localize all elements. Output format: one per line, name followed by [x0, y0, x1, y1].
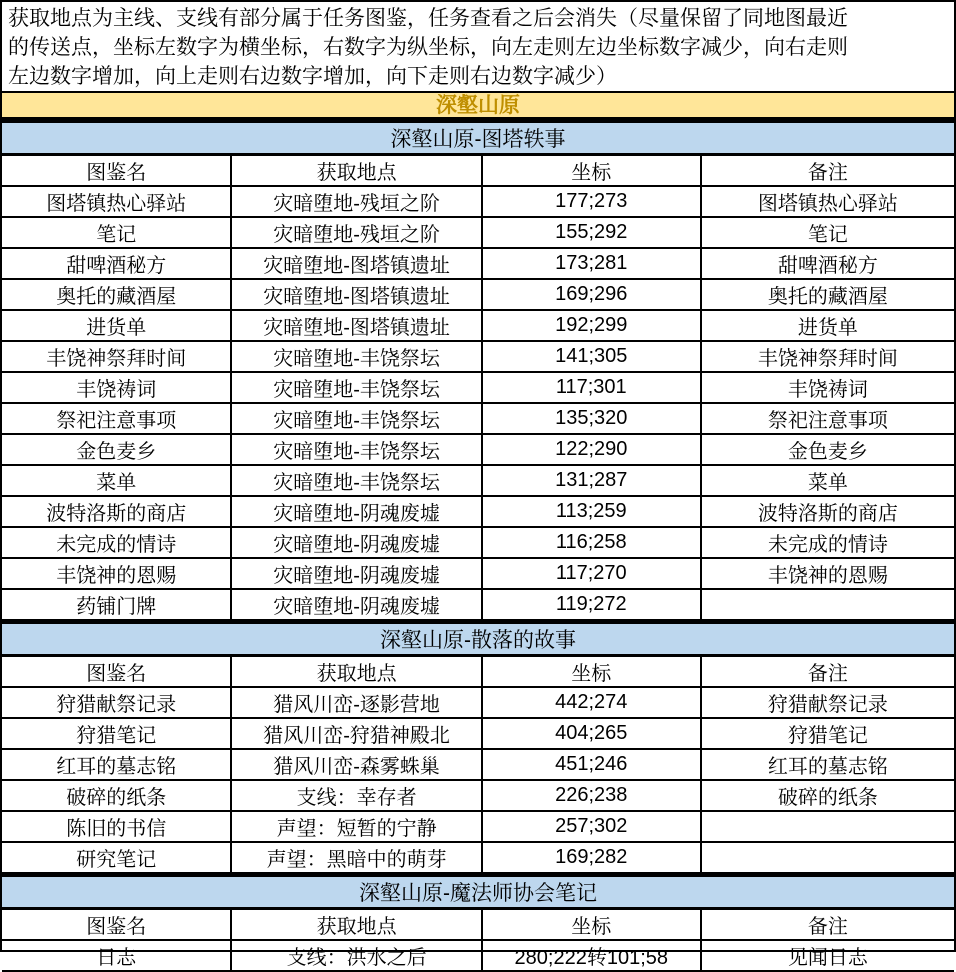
table-cell: 甜啤酒秘方: [701, 248, 954, 279]
table-row: [2, 217, 954, 248]
table-cell: 甜啤酒秘方: [2, 248, 231, 279]
table-row: [2, 186, 954, 217]
table-cell: 波特洛斯的商店: [2, 496, 231, 527]
table-cell: 祭祀注意事项: [2, 403, 231, 434]
table-row: [2, 589, 954, 620]
table-cell: 灾暗堕地-丰饶祭坛: [231, 403, 481, 434]
table-cell: 117;270: [482, 558, 701, 589]
table-cell: 声望：短暂的宁静: [231, 811, 481, 842]
table-cell: 451;246: [482, 749, 701, 780]
table-cell: 丰饶祷词: [701, 372, 954, 403]
column-header: 坐标: [482, 656, 701, 688]
table-cell: 226;238: [482, 780, 701, 811]
table-row: [2, 310, 954, 341]
table-cell: 破碎的纸条: [2, 780, 231, 811]
section-table-1: [2, 123, 954, 621]
table-row: [2, 341, 954, 372]
table-cell: 狩猎献祭记录: [701, 687, 954, 718]
table-cell: 141;305: [482, 341, 701, 372]
table-cell: 图塔镇热心驿站: [701, 186, 954, 217]
table-cell: 灾暗堕地-丰饶祭坛: [231, 341, 481, 372]
table-cell: 菜单: [701, 465, 954, 496]
atlas-tables: [2, 123, 954, 972]
table-cell: 灾暗堕地-阴魂废墟: [231, 589, 481, 620]
table-cell: 116;258: [482, 527, 701, 558]
column-header: 坐标: [482, 909, 701, 941]
table-cell: 红耳的墓志铭: [701, 749, 954, 780]
table-cell: 135;320: [482, 403, 701, 434]
column-header: 坐标: [482, 155, 701, 187]
table-cell: 猎风川峦-逐影营地: [231, 687, 481, 718]
table-cell: 灾暗堕地-阴魂废墟: [231, 558, 481, 589]
table-cell: 169;282: [482, 842, 701, 873]
table-cell: 药铺门牌: [2, 589, 231, 620]
column-header: 备注: [701, 909, 954, 941]
table-cell: 金色麦乡: [701, 434, 954, 465]
table-cell: 狩猎笔记: [2, 718, 231, 749]
column-header-row: [2, 155, 954, 187]
table-cell: [701, 589, 954, 620]
table-row: [2, 496, 954, 527]
table-cell: 狩猎笔记: [701, 718, 954, 749]
column-header: 备注: [701, 656, 954, 688]
table-cell: 进货单: [701, 310, 954, 341]
table-cell: [701, 842, 954, 873]
table-row: [2, 403, 954, 434]
table-cell: 菜单: [2, 465, 231, 496]
column-header: 获取地点: [231, 155, 481, 187]
table-cell: 见闻日志: [701, 940, 954, 971]
table-cell: 131;287: [482, 465, 701, 496]
table-cell: 陈旧的书信: [2, 811, 231, 842]
column-header-row: [2, 656, 954, 688]
intro-line-1: 获取地点为主线、支线有部分属于任务图鉴，任务查看之后会消失（尽量保留了同地图最近: [8, 7, 848, 30]
intro-line-2: 的传送点，坐标左数字为横坐标，右数字为纵坐标，向左走则左边坐标数字减少，向右走则: [8, 36, 848, 59]
table-row: [2, 687, 954, 718]
table-cell: 280;222转101;58: [482, 940, 701, 971]
table-row: [2, 718, 954, 749]
section-title: 深壑山原-图塔轶事: [2, 123, 954, 155]
column-header: 获取地点: [231, 909, 481, 941]
table-cell: 波特洛斯的商店: [701, 496, 954, 527]
table-cell: 破碎的纸条: [701, 780, 954, 811]
table-cell: 猎风川峦-狩猎神殿北: [231, 718, 481, 749]
table-cell: 奥托的藏酒屋: [2, 279, 231, 310]
table-cell: 奥托的藏酒屋: [701, 279, 954, 310]
table-cell: 灾暗堕地-丰饶祭坛: [231, 372, 481, 403]
table-cell: 117;301: [482, 372, 701, 403]
column-header: 图鉴名: [2, 909, 231, 941]
table-cell: 金色麦乡: [2, 434, 231, 465]
column-header: 备注: [701, 155, 954, 187]
table-cell: 进货单: [2, 310, 231, 341]
table-row: [2, 811, 954, 842]
column-header: 获取地点: [231, 656, 481, 688]
table-row: [2, 465, 954, 496]
section-table-3: [2, 874, 954, 972]
table-cell: 笔记: [2, 217, 231, 248]
table-cell: 155;292: [482, 217, 701, 248]
table-cell: 笔记: [701, 217, 954, 248]
column-header: 图鉴名: [2, 155, 231, 187]
table-cell: 灾暗堕地-残垣之阶: [231, 217, 481, 248]
region-banner: 深壑山原: [2, 93, 954, 120]
table-cell: 灾暗堕地-丰饶祭坛: [231, 434, 481, 465]
table-cell: 丰饶神祭拜时间: [2, 341, 231, 372]
table-row: [2, 842, 954, 873]
table-cell: 研究笔记: [2, 842, 231, 873]
table-row: [2, 749, 954, 780]
table-cell: 灾暗堕地-丰饶祭坛: [231, 465, 481, 496]
table-cell: 支线：幸存者: [231, 780, 481, 811]
table-row: [2, 434, 954, 465]
intro-note: [2, 2, 954, 93]
table-cell: 灾暗堕地-残垣之阶: [231, 186, 481, 217]
table-row: [2, 279, 954, 310]
table-row: [2, 558, 954, 589]
intro-line-3: 左边数字增加，向上走则右边数字增加，向下走则右边数字减少）: [8, 65, 617, 88]
table-cell: 图塔镇热心驿站: [2, 186, 231, 217]
table-cell: 猎风川峦-森雾蛛巢: [231, 749, 481, 780]
table-cell: 红耳的墓志铭: [2, 749, 231, 780]
table-cell: 灾暗堕地-阴魂废墟: [231, 527, 481, 558]
table-cell: 丰饶神的恩赐: [701, 558, 954, 589]
table-cell: 169;296: [482, 279, 701, 310]
table-cell: 灾暗堕地-图塔镇遗址: [231, 279, 481, 310]
table-row: [2, 372, 954, 403]
table-cell: 丰饶神的恩赐: [2, 558, 231, 589]
section-title: 深壑山原-魔法师协会笔记: [2, 876, 954, 909]
table-cell: 257;302: [482, 811, 701, 842]
table-cell: 122;290: [482, 434, 701, 465]
table-cell: 丰饶神祭拜时间: [701, 341, 954, 372]
table-cell: [701, 811, 954, 842]
column-header-row: [2, 909, 954, 941]
table-cell: 442;274: [482, 687, 701, 718]
table-cell: 未完成的情诗: [2, 527, 231, 558]
table-cell: 支线：洪水之后: [231, 940, 481, 971]
section-table-2: [2, 621, 954, 874]
column-header: 图鉴名: [2, 656, 231, 688]
table-cell: 177;273: [482, 186, 701, 217]
table-cell: 日志: [2, 940, 231, 971]
table-cell: 狩猎献祭记录: [2, 687, 231, 718]
table-cell: 404;265: [482, 718, 701, 749]
table-cell: 丰饶祷词: [2, 372, 231, 403]
table-cell: 173;281: [482, 248, 701, 279]
section-title: 深壑山原-散落的故事: [2, 623, 954, 656]
table-row: [2, 527, 954, 558]
table-cell: 祭祀注意事项: [701, 403, 954, 434]
table-cell: 未完成的情诗: [701, 527, 954, 558]
table-cell: 119;272: [482, 589, 701, 620]
table-cell: 113;259: [482, 496, 701, 527]
table-row: [2, 940, 954, 971]
table-row: [2, 780, 954, 811]
table-cell: 灾暗堕地-阴魂废墟: [231, 496, 481, 527]
table-cell: 声望：黑暗中的萌芽: [231, 842, 481, 873]
table-cell: 192;299: [482, 310, 701, 341]
table-cell: 灾暗堕地-图塔镇遗址: [231, 248, 481, 279]
table-row: [2, 248, 954, 279]
table-cell: 灾暗堕地-图塔镇遗址: [231, 310, 481, 341]
